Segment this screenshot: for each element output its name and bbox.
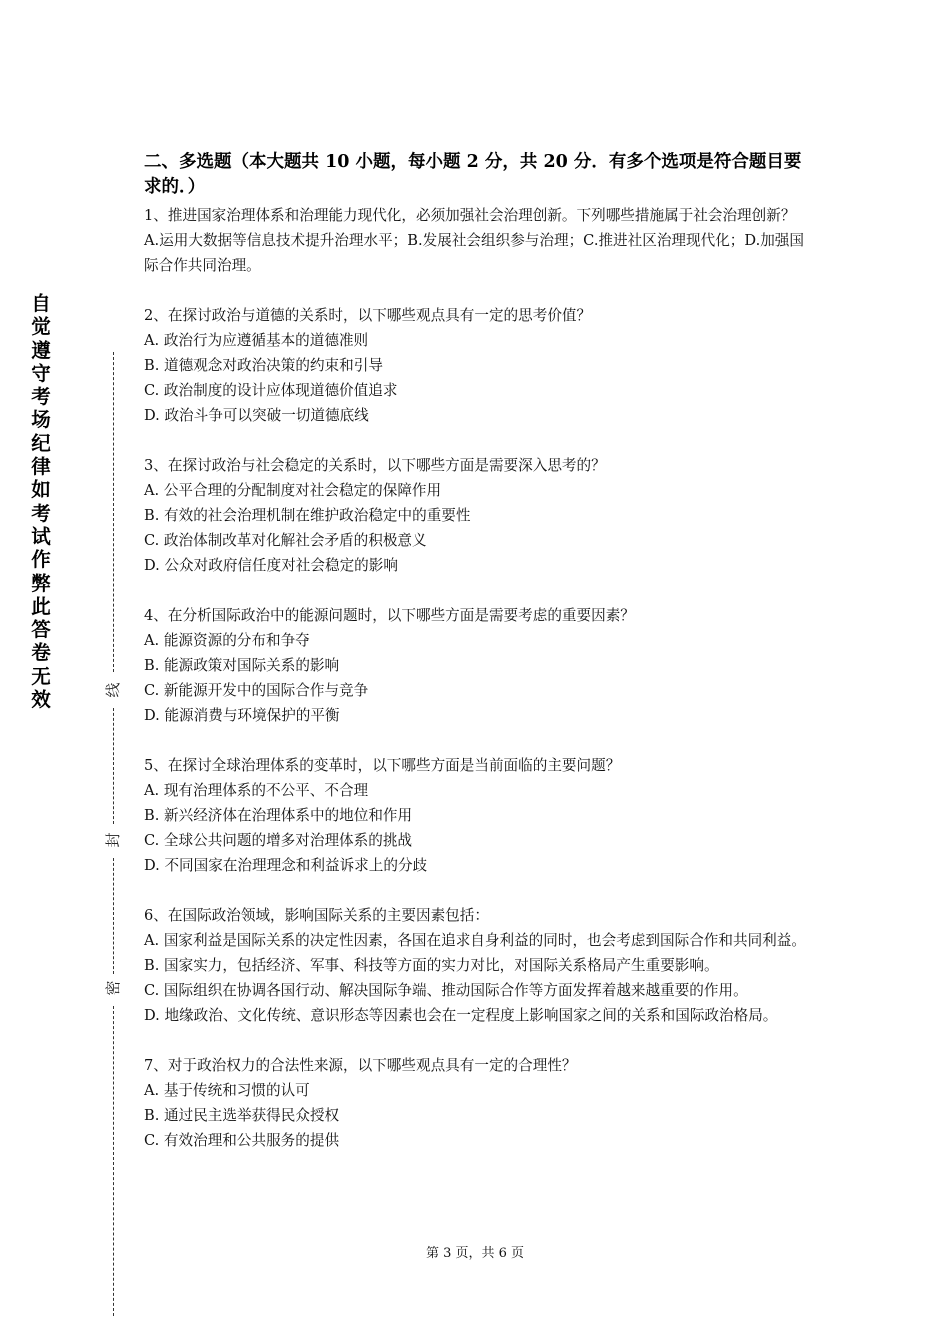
question-stem: 6、在国际政治领域，影响国际关系的主要因素包括： bbox=[144, 907, 489, 924]
option-a: A. 基于传统和习惯的认可 bbox=[144, 1082, 310, 1099]
option-b: B. 道德观念对政治决策的约束和引导 bbox=[144, 357, 383, 374]
warning-char: 无 bbox=[31, 664, 51, 688]
option-a: A. 公平合理的分配制度对社会稳定的保障作用 bbox=[144, 482, 442, 499]
warning-char: 考 bbox=[31, 501, 51, 525]
option-c: C. 有效治理和公共服务的提供 bbox=[144, 1132, 340, 1149]
question-stem: 2、在探讨政治与道德的关系时，以下哪些观点具有一定的思考价值？ bbox=[144, 307, 592, 324]
warning-char: 自 bbox=[31, 292, 51, 315]
exam-discipline-warning bbox=[29, 292, 53, 711]
option-a: A. 现有治理体系的不公平、不合理 bbox=[144, 782, 369, 799]
section-title: 二、多选题（本大题共 10 小题，每小题 2 分，共 20 分．有多个选项是符合题目要求的．） bbox=[144, 152, 802, 197]
warning-char: 考 bbox=[31, 385, 51, 409]
warning-char: 觉 bbox=[31, 315, 51, 339]
option-c: C. 政治体制改革对化解社会矛盾的积极意义 bbox=[144, 532, 427, 549]
option-d: D. 公众对政府信任度对社会稳定的影响 bbox=[144, 557, 398, 574]
question-block bbox=[144, 453, 810, 578]
option-c: C. 全球公共问题的增多对治理体系的挑战 bbox=[144, 832, 413, 849]
warning-char: 如 bbox=[31, 478, 51, 502]
seal-label-secret: 密 bbox=[104, 980, 122, 996]
seal-dash-line bbox=[113, 858, 114, 974]
question-stem: 3、在探讨政治与社会稳定的关系时，以下哪些方面是需要深入思考的？ bbox=[144, 457, 606, 474]
question-block bbox=[144, 603, 810, 728]
warning-char: 弊 bbox=[31, 571, 51, 595]
question-block bbox=[144, 303, 810, 428]
warning-char: 试 bbox=[31, 524, 51, 548]
warning-char: 此 bbox=[31, 594, 51, 618]
option-b: B. 国家实力，包括经济、军事、科技等方面的实力对比，对国际关系格局产生重要影响。 bbox=[144, 957, 719, 974]
warning-char: 答 bbox=[31, 618, 51, 642]
question-block bbox=[144, 203, 810, 278]
question-stem: 5、在探讨全球治理体系的变革时，以下哪些方面是当前面临的主要问题？ bbox=[144, 757, 621, 774]
option-b: B. 有效的社会治理机制在维护政治稳定中的重要性 bbox=[144, 507, 471, 524]
seal-label-seal: 封 bbox=[104, 832, 122, 848]
warning-char: 作 bbox=[31, 548, 51, 572]
seal-dash-line bbox=[113, 352, 114, 672]
seal-label-line: 线 bbox=[104, 682, 122, 698]
warning-char: 卷 bbox=[31, 641, 51, 665]
warning-char: 效 bbox=[31, 688, 51, 712]
question-stem: 1、推进国家治理体系和治理能力现代化，必须加强社会治理创新。下列哪些措施属于社会治理创新？A.运用大数据等信息技术提升治理水平；B.发展社会组织参与治理；C.推进社区治理现代化；D.加强国际合作共同治理。 bbox=[144, 207, 804, 274]
warning-char: 守 bbox=[31, 361, 51, 385]
warning-char: 遵 bbox=[31, 338, 51, 362]
question-block bbox=[144, 753, 810, 878]
option-d: D. 政治斗争可以突破一切道德底线 bbox=[144, 407, 369, 424]
option-c: C. 国际组织在协调各国行动、解决国际争端、推动国际合作等方面发挥着越来越重要的作用。 bbox=[144, 982, 748, 999]
option-d: D. 地缘政治、文化传统、意识形态等因素也会在一定程度上影响国家之间的关系和国际政治格局。 bbox=[144, 1007, 778, 1024]
question-block bbox=[144, 903, 810, 1028]
option-b: B. 能源政策对国际关系的影响 bbox=[144, 657, 340, 674]
warning-char: 纪 bbox=[31, 431, 51, 455]
question-stem: 7、对于政治权力的合法性来源，以下哪些观点具有一定的合理性？ bbox=[144, 1057, 577, 1074]
option-a: A. 能源资源的分布和争夺 bbox=[144, 632, 310, 649]
warning-char: 律 bbox=[31, 455, 51, 479]
option-d: D. 能源消费与环境保护的平衡 bbox=[144, 707, 340, 724]
option-b: B. 新兴经济体在治理体系中的地位和作用 bbox=[144, 807, 413, 824]
page-number-footer: 第 3 页，共 6 页 bbox=[425, 1246, 525, 1261]
seal-dash-line bbox=[113, 1006, 114, 1316]
warning-char: 场 bbox=[31, 408, 51, 432]
binding-margin bbox=[0, 0, 130, 1344]
question-block bbox=[144, 1053, 810, 1153]
option-a: A. 国家利益是国际关系的决定性因素，各国在追求自身利益的同时，也会考虑到国际合作和共同利益。 bbox=[144, 932, 806, 949]
seal-dash-line bbox=[113, 708, 114, 824]
option-c: C. 政治制度的设计应体现道德价值追求 bbox=[144, 382, 398, 399]
option-b: B. 通过民主选举获得民众授权 bbox=[144, 1107, 340, 1124]
option-a: A. 政治行为应遵循基本的道德准则 bbox=[144, 332, 369, 349]
option-d: D. 不同国家在治理理念和利益诉求上的分歧 bbox=[144, 857, 428, 874]
question-stem: 4、在分析国际政治中的能源问题时，以下哪些方面是需要考虑的重要因素？ bbox=[144, 607, 635, 624]
option-c: C. 新能源开发中的国际合作与竞争 bbox=[144, 682, 369, 699]
exam-content bbox=[144, 150, 810, 1178]
